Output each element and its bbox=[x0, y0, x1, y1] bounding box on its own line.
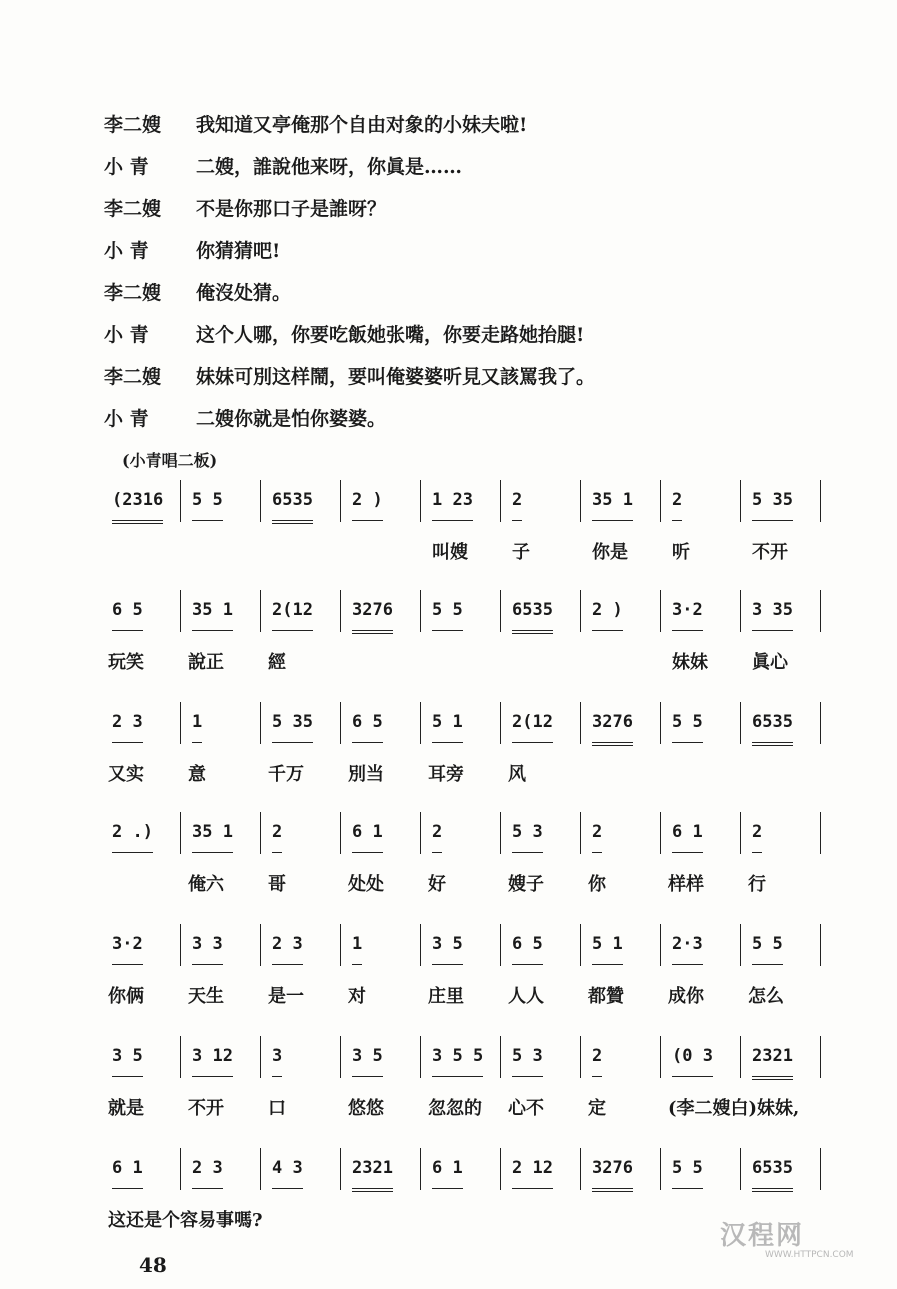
bar-line bbox=[660, 480, 661, 522]
bar-line bbox=[820, 924, 821, 966]
lyric: 定 bbox=[588, 1098, 606, 1119]
measure-notes: 6535 bbox=[752, 1158, 793, 1192]
lyric: 庄里 bbox=[428, 986, 464, 1007]
bar-line bbox=[580, 1148, 581, 1190]
bar-line bbox=[340, 590, 341, 632]
measure-notes: 2 ) bbox=[352, 490, 383, 521]
lyric: 这还是个容易事嗎? bbox=[108, 1210, 263, 1231]
measure-notes: 2·3 bbox=[672, 934, 703, 965]
lyric: 耳旁 bbox=[428, 764, 464, 785]
dialogue-line bbox=[104, 320, 584, 350]
measure-notes: 2321 bbox=[352, 1158, 393, 1192]
lyric: 意 bbox=[188, 764, 206, 785]
notes-row bbox=[0, 1158, 897, 1188]
measure-notes: 3276 bbox=[592, 1158, 633, 1192]
measure-notes: 2 bbox=[672, 490, 682, 521]
lyric: 是一 bbox=[268, 986, 304, 1007]
bar-line bbox=[580, 924, 581, 966]
measure-notes: 5 3 bbox=[512, 822, 543, 853]
lyric: 都贊 bbox=[588, 986, 624, 1007]
lyric: 子 bbox=[512, 542, 530, 563]
measure-notes: 6 1 bbox=[672, 822, 703, 853]
bar-line bbox=[340, 812, 341, 854]
measure-notes: 5 1 bbox=[592, 934, 623, 965]
lyrics-row bbox=[0, 1094, 897, 1124]
measure-notes: 3 3 bbox=[192, 934, 223, 965]
bar-line bbox=[260, 590, 261, 632]
lyric: 忽忽的 bbox=[428, 1098, 482, 1119]
measure-notes: 35 1 bbox=[592, 490, 633, 521]
bar-line bbox=[180, 702, 181, 744]
notes-row bbox=[0, 712, 897, 742]
measure-notes: 3 5 bbox=[352, 1046, 383, 1077]
measure-notes: 2 bbox=[752, 822, 762, 853]
lyric: 說正 bbox=[188, 652, 224, 673]
measure-notes: 6535 bbox=[272, 490, 313, 524]
notes-row bbox=[0, 934, 897, 964]
notes-row bbox=[0, 1046, 897, 1076]
measure-notes: (2316 bbox=[112, 490, 163, 524]
dialogue-line bbox=[104, 236, 280, 266]
lyric: 你 bbox=[588, 874, 606, 895]
bar-line bbox=[580, 702, 581, 744]
bar-line bbox=[660, 590, 661, 632]
bar-line bbox=[580, 480, 581, 522]
notes-row bbox=[0, 490, 897, 520]
bar-line bbox=[420, 480, 421, 522]
lyric: 口 bbox=[268, 1098, 286, 1119]
bar-line bbox=[180, 1036, 181, 1078]
page-number: 48 bbox=[139, 1253, 167, 1277]
measure-notes: 3 12 bbox=[192, 1046, 233, 1077]
measure-notes: 5 5 bbox=[672, 1158, 703, 1189]
measure-notes: 6535 bbox=[512, 600, 553, 634]
speaker: 小 青 bbox=[104, 324, 149, 346]
dialogue-line bbox=[104, 110, 527, 140]
lyric: 別当 bbox=[348, 764, 384, 785]
bar-line bbox=[260, 480, 261, 522]
bar-line bbox=[500, 480, 501, 522]
measure-notes: 2 bbox=[512, 490, 522, 521]
line-text: 二嫂，誰說他来呀，你眞是…… bbox=[196, 156, 463, 178]
bar-line bbox=[660, 1036, 661, 1078]
bar-line bbox=[340, 480, 341, 522]
lyric: 样样 bbox=[668, 874, 704, 895]
bar-line bbox=[740, 1148, 741, 1190]
lyric: 好 bbox=[428, 874, 446, 895]
lyric: 悠悠 bbox=[348, 1098, 384, 1119]
dialogue-line bbox=[104, 152, 462, 182]
watermark-logo: 汉程网 bbox=[720, 1221, 805, 1251]
measure-notes: 5 35 bbox=[272, 712, 313, 743]
bar-line bbox=[260, 812, 261, 854]
speaker: 李二嫂 bbox=[104, 366, 162, 388]
measure-notes: 2 .) bbox=[112, 822, 153, 853]
lyric: 經 bbox=[268, 652, 286, 673]
bar-line bbox=[180, 812, 181, 854]
measure-notes: 6 5 bbox=[512, 934, 543, 965]
speaker: 李二嫂 bbox=[104, 198, 162, 220]
bar-line bbox=[260, 1148, 261, 1190]
bar-line bbox=[740, 480, 741, 522]
bar-line bbox=[340, 702, 341, 744]
bar-line bbox=[660, 812, 661, 854]
bar-line bbox=[740, 924, 741, 966]
notes-row bbox=[0, 600, 897, 630]
measure-notes: 5 5 bbox=[672, 712, 703, 743]
lyric: 又实 bbox=[108, 764, 144, 785]
measure-notes: 1 bbox=[192, 712, 202, 743]
bar-line bbox=[500, 702, 501, 744]
measure-notes: 6535 bbox=[752, 712, 793, 746]
bar-line bbox=[500, 924, 501, 966]
lyric: 玩笑 bbox=[108, 652, 144, 673]
bar-line bbox=[740, 590, 741, 632]
measure-notes: 2 bbox=[592, 822, 602, 853]
lyrics-row bbox=[0, 538, 897, 568]
line-text: 妹妹可別这样鬧，要叫俺婆婆听見又該罵我了。 bbox=[196, 366, 596, 388]
measure-notes: 2 bbox=[592, 1046, 602, 1077]
lyric: 对 bbox=[348, 986, 366, 1007]
lyric: 人人 bbox=[508, 986, 544, 1007]
measure-notes: 6 1 bbox=[432, 1158, 463, 1189]
lyric: 嫂子 bbox=[508, 874, 544, 895]
speaker: 小 青 bbox=[104, 240, 149, 262]
bar-line bbox=[660, 1148, 661, 1190]
bar-line bbox=[820, 702, 821, 744]
bar-line bbox=[820, 1036, 821, 1078]
line-text: 你猜猜吧! bbox=[196, 240, 281, 262]
score-heading: (小青唱二板) bbox=[122, 451, 218, 470]
bar-line bbox=[580, 590, 581, 632]
measure-notes: 6 1 bbox=[352, 822, 383, 853]
lyric: 风 bbox=[508, 764, 526, 785]
bar-line bbox=[260, 702, 261, 744]
measure-notes: 2(12 bbox=[272, 600, 313, 631]
bar-line bbox=[260, 1036, 261, 1078]
lyric: 你俩 bbox=[108, 986, 144, 1007]
watermark-url: WWW.HTTPCN.COM bbox=[765, 1250, 854, 1260]
bar-line bbox=[580, 812, 581, 854]
lyric: 天生 bbox=[188, 986, 224, 1007]
measure-notes: 3 bbox=[272, 1046, 282, 1077]
line-text: 二嫂你就是怕你婆婆。 bbox=[196, 408, 387, 430]
lyric: 不开 bbox=[752, 542, 788, 563]
bar-line bbox=[180, 590, 181, 632]
measure-notes: 6 5 bbox=[112, 600, 143, 631]
measure-notes: 35 1 bbox=[192, 600, 233, 631]
bar-line bbox=[420, 702, 421, 744]
bar-line bbox=[500, 590, 501, 632]
measure-notes: 2321 bbox=[752, 1046, 793, 1080]
bar-line bbox=[740, 812, 741, 854]
dialogue-line bbox=[104, 278, 291, 308]
bar-line bbox=[660, 702, 661, 744]
line-text: 这个人哪，你要吃飯她张嘴，你要走路她抬腿! bbox=[196, 324, 585, 346]
measure-notes: 2 3 bbox=[112, 712, 143, 743]
notes-row bbox=[0, 822, 897, 852]
dialogue-line bbox=[104, 194, 386, 224]
bar-line bbox=[420, 812, 421, 854]
lyrics-row bbox=[0, 982, 897, 1012]
lyric: 就是 bbox=[108, 1098, 144, 1119]
measure-notes: 6 5 bbox=[352, 712, 383, 743]
bar-line bbox=[420, 924, 421, 966]
line-text: 不是你那口子是誰呀？ bbox=[196, 198, 387, 220]
bar-line bbox=[180, 1148, 181, 1190]
measure-notes: 3·2 bbox=[672, 600, 703, 631]
bar-line bbox=[260, 924, 261, 966]
measure-notes: 3276 bbox=[592, 712, 633, 746]
lyric: 怎么 bbox=[748, 986, 784, 1007]
measure-notes: (0 3 bbox=[672, 1046, 713, 1077]
lyric: 听 bbox=[672, 542, 690, 563]
lyric: 行 bbox=[748, 874, 766, 895]
lyric: 千万 bbox=[268, 764, 304, 785]
measure-notes: 2 3 bbox=[272, 934, 303, 965]
speaker: 李二嫂 bbox=[104, 114, 162, 136]
bar-line bbox=[820, 480, 821, 522]
bar-line bbox=[740, 1036, 741, 1078]
measure-notes: 3 5 bbox=[432, 934, 463, 965]
measure-notes: 5 5 bbox=[752, 934, 783, 965]
dialogue-line bbox=[104, 362, 595, 392]
bar-line bbox=[420, 1036, 421, 1078]
lyric: 哥 bbox=[268, 874, 286, 895]
measure-notes: 2 3 bbox=[192, 1158, 223, 1189]
measure-notes: 3276 bbox=[352, 600, 393, 634]
measure-notes: 1 23 bbox=[432, 490, 473, 521]
line-text: 我知道又亭俺那个自由对象的小妹夫啦! bbox=[196, 114, 528, 136]
bar-line bbox=[740, 702, 741, 744]
lyrics-row bbox=[0, 760, 897, 790]
measure-notes: 35 1 bbox=[192, 822, 233, 853]
measure-notes: 5 35 bbox=[752, 490, 793, 521]
measure-notes: 1 bbox=[352, 934, 362, 965]
lyric: 成你 bbox=[668, 986, 704, 1007]
measure-notes: 2 12 bbox=[512, 1158, 553, 1189]
bar-line bbox=[340, 1036, 341, 1078]
lyrics-row bbox=[0, 648, 897, 678]
measure-notes: 3 35 bbox=[752, 600, 793, 631]
bar-line bbox=[420, 590, 421, 632]
lyric: 俺六 bbox=[188, 874, 224, 895]
lyric: 你是 bbox=[592, 542, 628, 563]
bar-line bbox=[580, 1036, 581, 1078]
bar-line bbox=[660, 924, 661, 966]
measure-notes: 2 bbox=[432, 822, 442, 853]
measure-notes: 3·2 bbox=[112, 934, 143, 965]
bar-line bbox=[180, 924, 181, 966]
measure-notes: 3 5 5 bbox=[432, 1046, 483, 1077]
bar-line bbox=[340, 924, 341, 966]
measure-notes: 5 5 bbox=[192, 490, 223, 521]
measure-notes: 2 ) bbox=[592, 600, 623, 631]
lyric: (李二嫂白)妹妹, bbox=[668, 1098, 800, 1119]
measure-notes: 5 1 bbox=[432, 712, 463, 743]
bar-line bbox=[820, 590, 821, 632]
bar-line bbox=[500, 1148, 501, 1190]
dialogue-line bbox=[104, 404, 386, 434]
speaker: 小 青 bbox=[104, 156, 149, 178]
lyrics-row bbox=[0, 870, 897, 900]
measure-notes: 5 3 bbox=[512, 1046, 543, 1077]
bar-line bbox=[340, 1148, 341, 1190]
line-text: 俺沒处猜。 bbox=[196, 282, 292, 304]
bar-line bbox=[820, 1148, 821, 1190]
speaker: 小 青 bbox=[104, 408, 149, 430]
measure-notes: 4 3 bbox=[272, 1158, 303, 1189]
bar-line bbox=[500, 812, 501, 854]
bar-line bbox=[820, 812, 821, 854]
bar-line bbox=[180, 480, 181, 522]
lyric: 不开 bbox=[188, 1098, 224, 1119]
lyric: 心不 bbox=[508, 1098, 544, 1119]
measure-notes: 2(12 bbox=[512, 712, 553, 743]
lyric: 妹妹 bbox=[672, 652, 708, 673]
measure-notes: 5 5 bbox=[432, 600, 463, 631]
measure-notes: 3 5 bbox=[112, 1046, 143, 1077]
lyric: 叫嫂 bbox=[432, 542, 468, 563]
measure-notes: 6 1 bbox=[112, 1158, 143, 1189]
measure-notes: 2 bbox=[272, 822, 282, 853]
speaker: 李二嫂 bbox=[104, 282, 162, 304]
bar-line bbox=[420, 1148, 421, 1190]
lyric: 眞心 bbox=[752, 652, 788, 673]
lyric: 处处 bbox=[348, 874, 384, 895]
bar-line bbox=[500, 1036, 501, 1078]
